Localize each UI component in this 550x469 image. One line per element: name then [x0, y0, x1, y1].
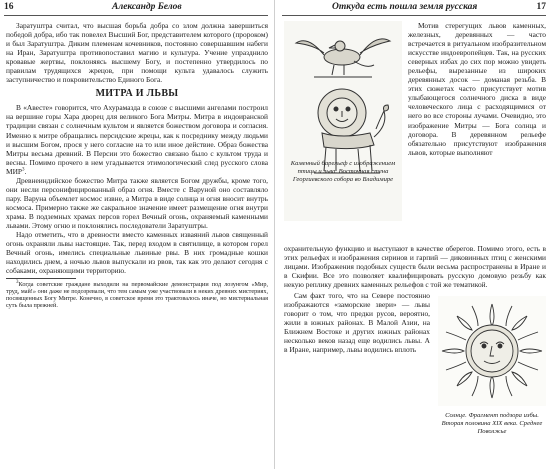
paragraph-4: Надо отметить, что в древности вместо каменных изваяний львов священный огонь охраняли львы настоящие. Так, перед входом в святилище, в котором горел Вечный огонь, имелись специальные львиные рвы. В них громадные кошки находились днем, а ночью львов выпускали из рвов, так как это делают сегодня с собаками, охраняющими территорию. [6, 230, 268, 276]
left-running-header [4, 2, 268, 16]
paragraph-1: Заратуштра считал, что высшая борьба добра со злом должна завершиться победой добра, ибо так повелел Высший Бог, представителем которого (пророком) и был Заратуштра. Диким племенам кочевников, постоянно совершавшим набеги на Иран, Заратуштра противопоставил магию и культура. Учение упразднило кровавые жертвы, поклоняясь высшему Богу, и постепенно утвердилось по правилам трудящихся жрецов, при помощи культа удавалось служить заступничество и покровительство Единого Бога. [6, 21, 268, 85]
paragraph-lions-south: Сам факт того, что на Севере постоянно изображаются «заморские звери» — львы говорит о том, что предки русов, вероятно, жили в южных районах. В Малой Азии, на Ближнем Востоке и других южных районах несколько веков назад еще водились львы. А в Иране, например, львы водились вплоть [284, 291, 430, 355]
left-header-title: Александр Белов [112, 2, 182, 12]
paragraph-2: В «Авесте» говорится, что Ахурамазда в союзе с высшими ангелами построил на вершине горы Хара дворец для великого Бога Митры. Митра в индоиранской традиции связан с солнечным культом и является божеством договора и согласия. Именно к митре обращались персидские жрецы, как к посреднику между людьми и высшим Богом, прося у него согласие на то или иное действие. Образ божества Митры весьма древний. В Персии это божество связано было с культом труда и весны. Помимо прочего в нем угадывается этимологический след русского слова МИР$^3$. [6, 103, 268, 176]
paragraph-continuation: охранительную функцию и выступают в качестве оберегов. Помимо этого, есть в этих рельефах и изображения сиринов и гарпий — диковинных птиц с женскими лицами. Изображения подобных существ были весьма распространены в Иране и в Скифии. Все это позволяет квалифицировать русскую домовую резьбу как некую реплику древних каменных рельефов с той же тематикой. [284, 244, 546, 290]
right-text-column-top [408, 21, 546, 157]
section-heading: МИТРА И ЛЬВЫ [95, 88, 179, 100]
right-page [278, 0, 550, 469]
footnote-ref[interactable]: 3 [22, 167, 25, 173]
right-text-column-middle [284, 244, 546, 289]
sun-relief-image [438, 296, 546, 406]
gutter [274, 0, 275, 469]
bird-lion-relief-image [284, 21, 402, 221]
paragraph-lion-motif: Мотив стерегущих львов каменных, железных, деревянных — часто встречается в ритуальном изобразительном искусстве индоевропейцев. Так, на русских северных избах до сих пор можно увидеть рельефы, вырезанные из широких деревянных досок — доманая резьба. В этих сюжетах часто присутствует мотив улыбающегося солнечного диска в виде человеческого лица с расходящимися от него во все стороны лучами. Очевидно, это изображение Митры — Бога солнца и договора. В деревянном рельефе обязательно присутствуют изображения львов, которые выполняют [408, 21, 546, 157]
footnote-rule [6, 278, 76, 279]
left-page-number: 16 [4, 2, 14, 12]
right-header-title: Откуда есть пошла земля русская [332, 2, 478, 12]
caption-bird-lion: Каменный барельеф с изображением птицы и льва. Восточная стена Георгиевского собора во Владимире [290, 160, 396, 183]
caption-sun: Солнце. Фрагмент подзора избы. Вторая половина XIX века. Среднее Поволжье [441, 412, 543, 435]
footnote: $^3$Когда советские граждане выходили на первомайские демонстрации под лозунгом «Мир, труд, май!» они даже не подозревали, что тем самым уже участвовали в неких древних мистериях, посвященных Богу Митре. Конечно, в советское время это трактовалось иначе, но мистериальная суть была прежней. [6, 280, 268, 310]
left-page [0, 0, 272, 469]
right-text-column-bottom [284, 291, 430, 354]
left-text-column [6, 21, 268, 309]
right-page-number: 17 [536, 2, 546, 12]
right-running-header [282, 2, 546, 16]
paragraph-3: Древнеиндийское божество Митра также является Богом дружбы, кроме того, они несли персонифицированный образ огня. Вместе с Варуной оно составляло пару. Варуна объемлет космос извне, а Митра в виде солнца и огня вносит внутрь космоса. Примерно также же сакральное значение имеет размещение огня внутри храма. В подземных храмах персов горел Вечный огонь, охраняемый каменными львами. Этому огню и поклонялись последователи Заратуштры. [6, 175, 268, 230]
